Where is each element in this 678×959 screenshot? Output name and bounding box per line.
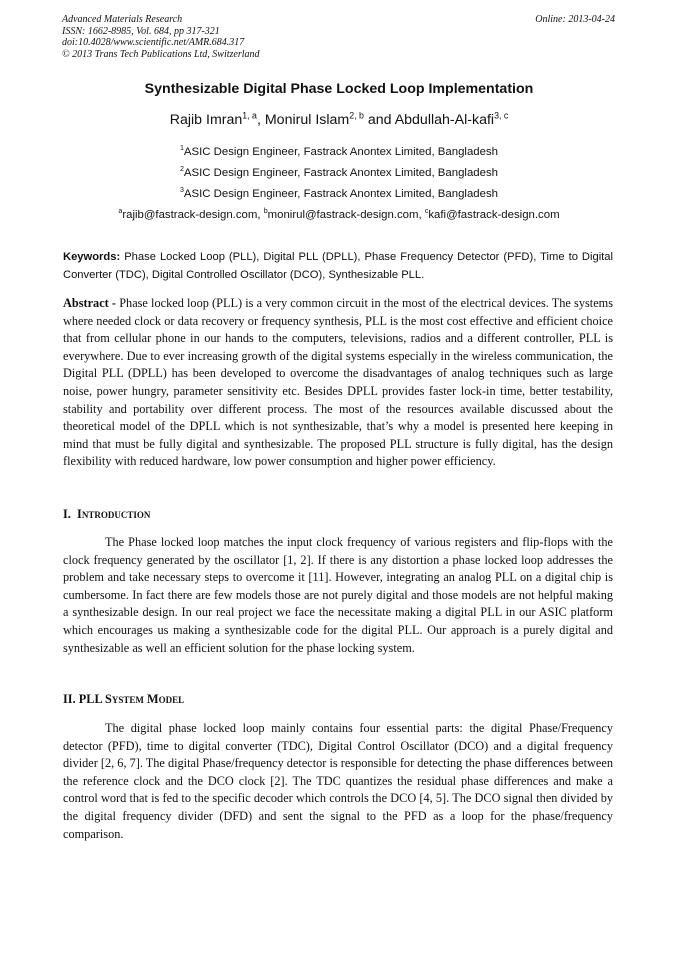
email-address: monirul@fastrack-design.com bbox=[267, 209, 419, 221]
section-title: PLL System Model bbox=[78, 692, 185, 706]
author-name: Monirul Islam bbox=[264, 112, 350, 128]
section-heading-pll-system-model bbox=[63, 692, 184, 707]
section-heading-introduction bbox=[63, 507, 150, 522]
journal-doi: doi:10.4028/www.scientific.net/AMR.684.317 bbox=[62, 37, 245, 48]
email-sup: a bbox=[118, 208, 123, 216]
author-list bbox=[0, 112, 678, 128]
keywords-label: Keywords: bbox=[63, 251, 121, 263]
section-title: Introduction bbox=[77, 507, 151, 521]
journal-copyright: © 2013 Trans Tech Publications Ltd, Switzerland bbox=[62, 48, 260, 60]
affiliation-text: ASIC Design Engineer, Fastrack Anontex Limited, Bangladesh bbox=[183, 146, 498, 158]
author-separator: and bbox=[363, 112, 395, 128]
section-number: II. bbox=[63, 692, 76, 706]
section-number: I. bbox=[63, 507, 71, 521]
email-sup: b bbox=[263, 208, 268, 216]
author-sup: 1, a bbox=[242, 110, 257, 121]
journal-header bbox=[62, 14, 260, 60]
paper-title: Synthesizable Digital Phase Locked Loop Implementation bbox=[144, 81, 534, 97]
email-separator: , bbox=[418, 209, 425, 221]
abstract-text: Phase locked loop (PLL) is a very common circuit in the most of the electrical devices. The systems where needed clock or data recovery or frequency synthesis, PLL is the most cost effective and efficient choice that from cellular phone in our hands to the computers, televisions, radios and a different controller, PLL is everywhere. Due to ever increasing growth of the digital systems especially in the wireless communication, the Digital PLL (DPLL) has been developed to overcome the disadvantages of analog techniques such as large noise, power hungry, parameter sensitivity etc. Besides DPLL provides faster lock-in time, better testability, stability and portability over different process. The most of the resources available discussed about the theoretical model of the DPLL which is not synthesizable, that’s why a model is presented here keeping in mind that must be fully digital and synthesizable. The proposed PLL structure is fully digital, has the design flexibility with reduced hardware, low power consumption and higher power efficiency. bbox=[63, 296, 613, 469]
pll-system-model-paragraph: The digital phase locked loop mainly contains four essential parts: the digital Phase/Frequency detector (PFD), time to digital converter (TDC), Digital Control Oscillator (DCO) and a digital frequency divider [2, 6, 7]. The digital Phase/frequency detector is responsible for detecting the phase differences between the reference clock and the DCO clock [2]. The TDC quantizes the residual phase differences and make a control word that is fed to the specific decoder which controls the DCO [4, 5]. The DCO signal then divided by the digital frequency divider (DFD) and sent the signal to the PFD as a loop for the phase/frequency comparison. bbox=[63, 721, 613, 841]
email-list bbox=[0, 209, 678, 221]
affiliation-sup: 1 bbox=[180, 145, 184, 153]
author-sup: 2, b bbox=[349, 110, 364, 121]
abstract-label: Abstract - bbox=[63, 296, 117, 310]
journal-issn: ISSN: 1662-8985, Vol. 684, pp 317-321 bbox=[62, 25, 220, 37]
affiliation-sup: 2 bbox=[180, 166, 184, 174]
email-separator: , bbox=[257, 209, 264, 221]
abstract-block bbox=[63, 295, 613, 471]
email-address: kafi@fastrack-design.com bbox=[428, 209, 560, 221]
journal-name: Advanced Materials Research bbox=[62, 14, 183, 25]
keywords-text: Phase Locked Loop (PLL), Digital PLL (DPLL), Phase Frequency Detector (PFD), Time to Digital Converter (TDC), Digital Controlled Oscillator (DCO), Synthesizable PLL. bbox=[63, 251, 614, 281]
affiliation-sup: 3 bbox=[180, 187, 184, 195]
online-date: Online: 2013-04-24 bbox=[535, 14, 615, 25]
keywords-block bbox=[63, 249, 613, 284]
author-sup: 3, c bbox=[494, 110, 509, 121]
affiliation-1 bbox=[0, 146, 678, 158]
author-name: Rajib Imran bbox=[169, 112, 243, 128]
affiliation-3 bbox=[0, 188, 678, 200]
affiliation-2 bbox=[0, 167, 678, 179]
author-name: Abdullah-Al-kafi bbox=[394, 112, 495, 128]
author-separator: , bbox=[256, 112, 265, 128]
email-address: rajib@fastrack-design.com bbox=[122, 209, 258, 221]
affiliation-text: ASIC Design Engineer, Fastrack Anontex Limited, Bangladesh bbox=[183, 188, 498, 200]
email-sup: c bbox=[424, 208, 429, 216]
affiliation-text: ASIC Design Engineer, Fastrack Anontex Limited, Bangladesh bbox=[183, 167, 498, 179]
introduction-paragraph: The Phase locked loop matches the input clock frequency of various registers and flip-flops with the clock frequency generated by the oscillator [1, 2]. If there is any distortion a phase locked loop addresses the problem and take necessary steps to overcome it [11]. However, integrating an analog PLL on a digital chip is cumbersome. In fact there are few models those are not purely digital and those models are not helpful making a synthesizable design. In our real project we face the necessitate making a digital PLL in our ASIC platform which encourages us making a synthesizable code for the digital PLL. Our approach is a purely digital and synthesizable as well an efficient solution for the phase locking system. bbox=[63, 535, 613, 655]
